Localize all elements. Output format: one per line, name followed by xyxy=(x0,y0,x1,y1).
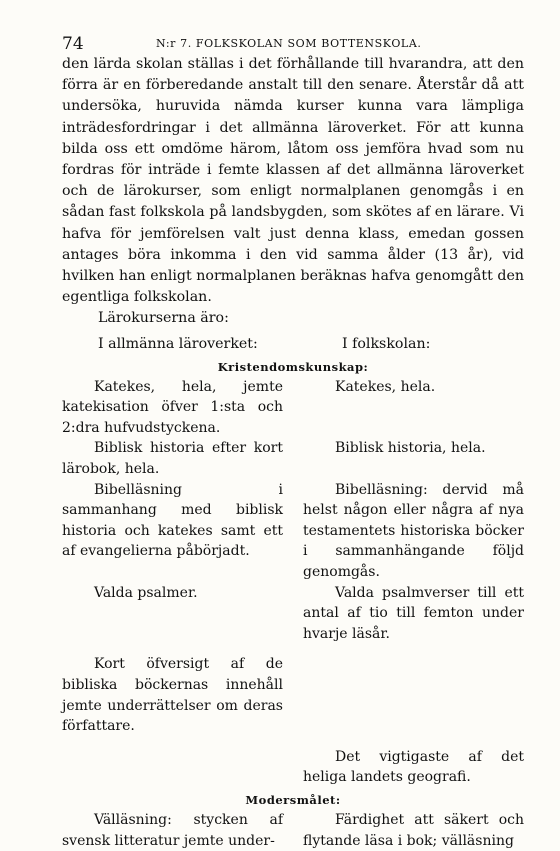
row-left-cell: Katekes, hela, jemte katekisation öfver 1:sta och 2:dra hufvudstyckena. xyxy=(62,378,283,436)
row-right-cell: Bibelläsning: dervid må helst någon eller några af nya testamentets historiska böcker i sammanhängande följd genomgås. xyxy=(303,481,524,580)
section-heading-mother-tongue: Modersmålet: xyxy=(245,792,341,807)
courses-label: Lärokurserna äro: xyxy=(98,310,229,327)
column-head-right: I folkskolan: xyxy=(342,335,431,352)
row-right-cell: Biblisk historia, hela. xyxy=(335,440,486,457)
row-left-cell: Bibelläsning i sammanhang med biblisk historia och katekes samt ett af evangelierna påbörjadt. xyxy=(62,481,283,560)
row-right-cell: Valda psalmverser till ett antal af tio till femton under hvarje läsår. xyxy=(303,584,524,642)
table-row xyxy=(62,438,524,479)
row-right-cell: Färdighet att säkert och flytande läsa i bok; välläsning xyxy=(303,811,524,849)
row-right-cell: Det vigtigaste af det heliga landets geografi. xyxy=(303,748,524,786)
table-row xyxy=(62,583,524,645)
row-left-cell: Valda psalmer. xyxy=(94,584,198,601)
row-right-cell: Katekes, hela. xyxy=(335,378,436,395)
table-row xyxy=(62,377,524,439)
row-right-cell xyxy=(303,654,524,736)
section-heading-christianity: Kristendomskunskap: xyxy=(217,359,369,374)
page xyxy=(62,28,524,851)
table-row xyxy=(62,810,524,851)
table-row xyxy=(62,747,524,788)
row-left-cell xyxy=(62,747,283,788)
table-row xyxy=(62,654,524,736)
table-row xyxy=(62,480,524,583)
row-left-cell: Kort öfversigt af de bibliska böckernas innehåll jemte underrättelser om deras författare. xyxy=(62,656,283,735)
intro-paragraph: den lärda skolan ställas i det förhållande till hvarandra, att den förra är en förberedande anstalt till den senare. Återstår då att undersöka, huruvida nämda kurser kunna vara lämpliga inträdesfordringar i det allmänna läroverket. För att kunna bilda oss ett omdöme härom, låtom oss jemföra hvad som nu fordras för inträde i femte klassen af det allmänna läroverket och de lärokurser, som enligt normalplanen genomgås i en sådan fast folkskola på landsbygden, som skötes af en lärare. Vi hafva för jemförelsen valt just denna klass, emedan gossen antages böra inkomma i den vid samma ålder (13 år), vid hvilken han enligt normalplanen beräknas hafva genomgått den egentliga folkskolan. xyxy=(62,56,524,306)
page-header xyxy=(62,28,524,54)
page-number: 74 xyxy=(62,34,84,54)
running-title: N:r 7. FOLKSKOLAN SOM BOTTENSKOLA. xyxy=(156,37,422,50)
column-head-left: I allmänna läroverket: xyxy=(98,335,258,352)
row-left-cell: Biblisk historia efter kort lärobok, hela. xyxy=(62,440,283,478)
column-heads xyxy=(62,334,524,355)
row-left-cell: Välläsning: stycken af svensk litteratur jemte under- xyxy=(62,811,283,849)
